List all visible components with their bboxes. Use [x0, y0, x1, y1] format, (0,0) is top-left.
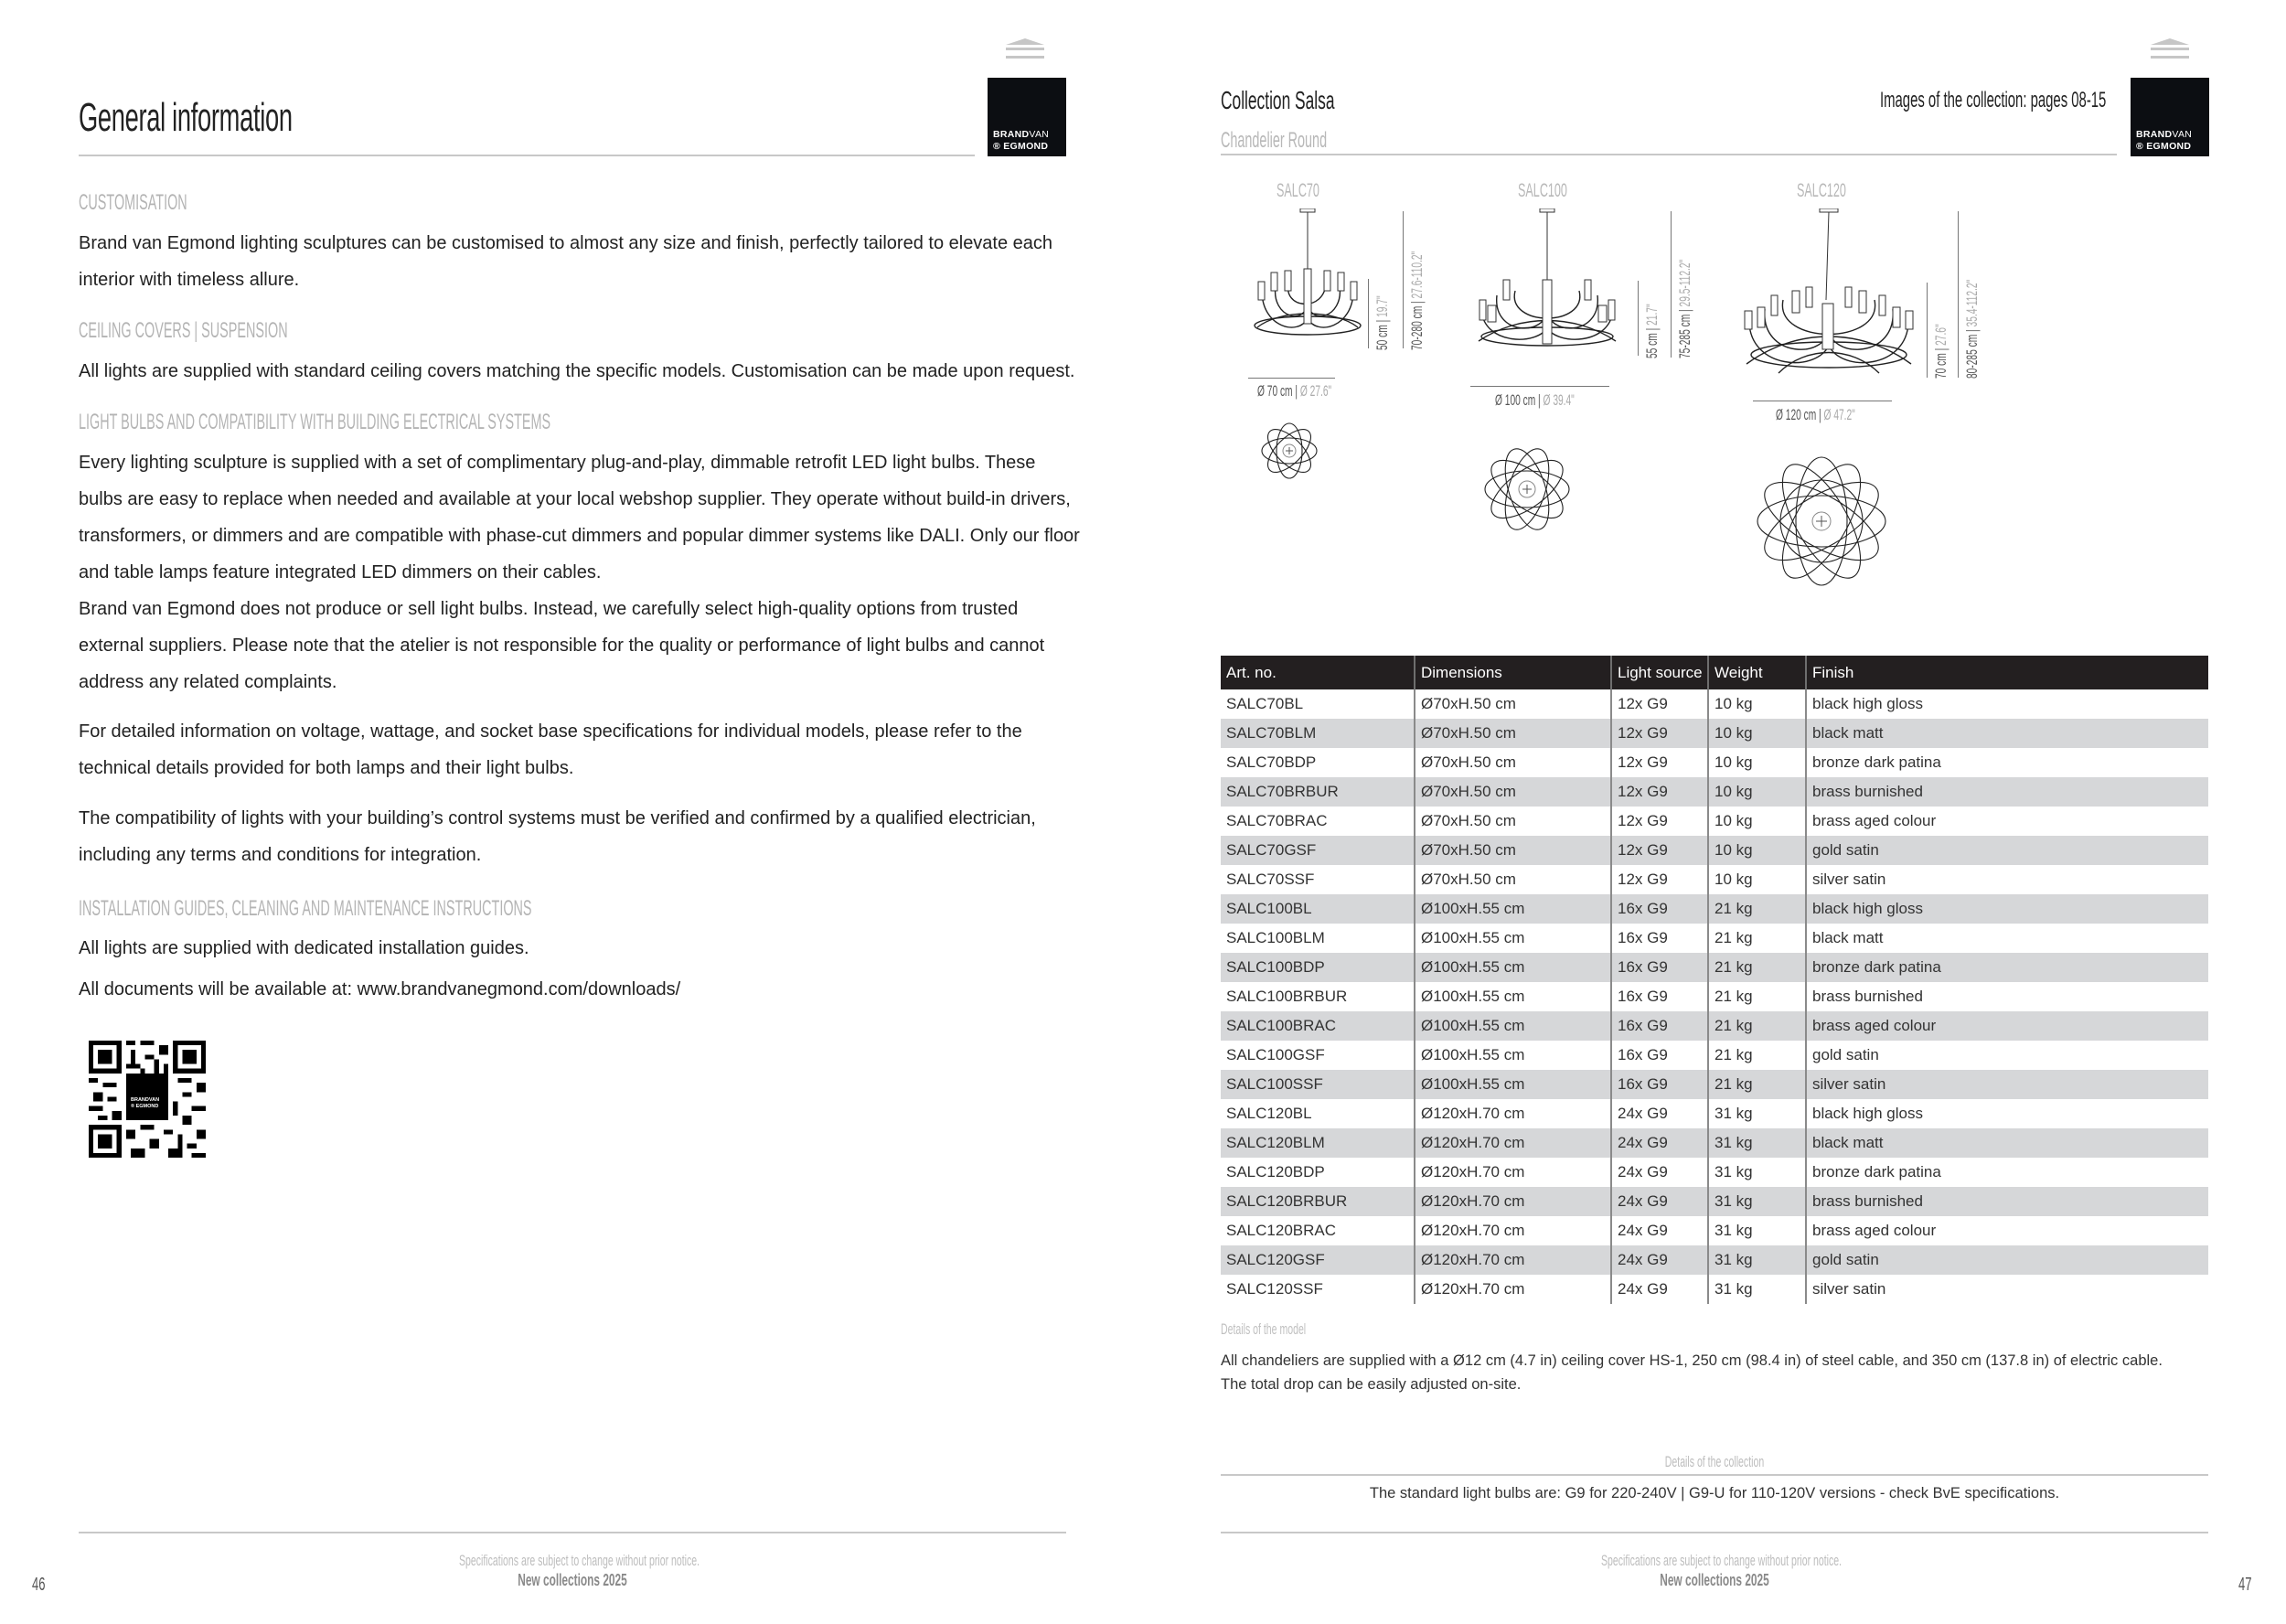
cell-dimensions: Ø100xH.55 cm [1415, 1070, 1611, 1099]
table-row [1221, 1158, 2208, 1187]
salc70-height-label: 50 cm | 19.7" [1373, 295, 1391, 350]
cell-weight: 21 kg [1708, 1070, 1806, 1099]
table-row [1221, 1187, 2208, 1216]
collection-subtitle: Chandelier Round [1221, 128, 1328, 153]
salc70-height-line [1368, 279, 1369, 348]
light-bulbs-text: Every lighting sculpture is supplied with a set of complimentary plug-and-play, dimmable retrofit LED light bulbs. These bulbs are easy to replace when needed and available at your local webshop supplier. They operate without build-in drivers, transformers, or dimmers and are compatible with phase-cut dimmers and popular dimmer systems like DALI. Only our floor and table lamps feature integrated LED dimmers on their cables. Brand van Egmond does not produce or sell light bulbs. Instead, we carefully select high-quality options from trusted external suppliers. Please note that the atelier is not responsible for the quality or performance of light bulbs and cannot address any related complaints. [79, 453, 1080, 692]
cell-finish: bronze dark patina [1812, 1163, 1941, 1181]
cell-light-source: 12x G9 [1611, 865, 1708, 894]
model-label-salc120: SALC120 [1797, 180, 1846, 201]
cell-light-source: 24x G9 [1611, 1245, 1708, 1275]
cell-weight: 10 kg [1708, 865, 1806, 894]
cell-light-source: 24x G9 [1611, 1275, 1708, 1304]
cell-light-source: 24x G9 [1611, 1216, 1708, 1245]
cell-dimensions: Ø70xH.50 cm [1415, 748, 1611, 777]
cell-finish: black matt [1806, 1128, 2208, 1158]
cell-light-source: 12x G9 [1611, 836, 1708, 865]
table-row [1221, 1128, 2208, 1158]
cell-dimensions: Ø70xH.50 cm [1415, 777, 1611, 807]
cell-dimensions: Ø70xH.50 cm [1415, 865, 1611, 894]
cell-finish: brass aged colour [1812, 812, 1937, 829]
footer-brand: New collections 2025 [1660, 1571, 1769, 1589]
cell-dimensions: Ø100xH.55 cm [1415, 953, 1611, 982]
col-weight: Weight [1708, 656, 1806, 689]
table-row [1221, 719, 2208, 748]
light-bulbs-specs-text: For detailed information on voltage, wattage, and socket base specifications for individual models, please refer to the technical details provided for both lamps and their light bulbs. [79, 721, 1022, 778]
cell-weight: 10 kg [1708, 807, 1806, 836]
qr-brand-logo: BRANDVAN ® EGMOND [131, 1097, 160, 1109]
brand-logo: BRANDVAN ® EGMOND [2131, 78, 2209, 156]
cell-art-no: SALC120BL [1221, 1099, 1415, 1128]
cell-dimensions: Ø120xH.70 cm [1415, 1128, 1611, 1158]
cell-light-source: 24x G9 [1611, 1099, 1708, 1128]
salc100-drop-line [1671, 211, 1672, 358]
cell-weight: 21 kg [1708, 982, 1806, 1011]
collection-details-divider [1221, 1474, 2208, 1476]
cell-dimensions: Ø70xH.50 cm [1415, 836, 1611, 865]
model-details-label: Details of the model [1221, 1320, 1307, 1338]
salc100-drop-label: 75-285 cm | 29.5-112.2" [1676, 259, 1693, 358]
cell-light-source: 16x G9 [1611, 894, 1708, 924]
salc70-diameter-line [1248, 378, 1335, 379]
col-finish: Finish [1806, 656, 2208, 689]
cell-art-no: SALC70BL [1221, 689, 1415, 719]
salc70-diameter-label: Ø 70 cm | Ø 27.6" [1257, 382, 1332, 400]
cell-light-source: 24x G9 [1611, 1158, 1708, 1187]
cell-art-no: SALC70BLM [1221, 719, 1415, 748]
table-row [1221, 777, 2208, 807]
salc100-diameter-label: Ø 100 cm | Ø 39.4" [1495, 391, 1575, 409]
cell-dimensions: Ø120xH.70 cm [1415, 1275, 1611, 1304]
cell-light-source: 16x G9 [1611, 924, 1708, 953]
salc120-drop-label: 80-285 cm | 35.4-112.2" [1963, 279, 1981, 379]
cell-weight: 10 kg [1708, 836, 1806, 865]
cell-finish: brass burnished [1806, 1187, 2208, 1216]
table-row [1221, 1011, 2208, 1041]
cell-finish: brass aged colour [1812, 1222, 1937, 1239]
cell-finish: bronze dark patina [1806, 953, 2208, 982]
cell-art-no: SALC120BRBUR [1221, 1187, 1415, 1216]
cell-weight: 21 kg [1708, 924, 1806, 953]
salc100-height-line [1638, 281, 1639, 356]
salc120-height-line [1927, 283, 1928, 378]
cell-dimensions: Ø100xH.55 cm [1415, 1041, 1611, 1070]
cell-dimensions: Ø120xH.70 cm [1415, 1245, 1611, 1275]
top-of-page-icon[interactable] [1006, 38, 1044, 60]
salc100-diameter-line [1470, 386, 1609, 387]
cell-finish: brass burnished [1806, 777, 2208, 807]
cell-art-no: SALC120BDP [1221, 1158, 1415, 1187]
salc70-drop-line [1403, 211, 1404, 348]
cell-finish: brass burnished [1812, 988, 1923, 1005]
table-row [1221, 1245, 2208, 1275]
cell-light-source: 16x G9 [1611, 982, 1708, 1011]
cell-finish: silver satin [1812, 871, 1886, 888]
table-row [1221, 748, 2208, 777]
collection-title: Collection Salsa [1221, 86, 1335, 114]
salc70-drop-label: 70-280 cm | 27.6-110.2" [1408, 251, 1426, 350]
cell-dimensions: Ø100xH.55 cm [1415, 982, 1611, 1011]
section-heading-light-bulbs: LIGHT BULBS AND COMPATIBILITY WITH BUILDING ELECTRICAL SYSTEMS [79, 410, 551, 434]
cell-finish: black high gloss [1812, 695, 1923, 712]
model-details-text: All chandeliers are supplied with a Ø12 cm (4.7 in) ceiling cover HS-1, 250 cm (98.4 in) of steel cable, and 350 cm (137.8 in) of electric cable. The total drop can be easily adjusted on-site. [1221, 1352, 2163, 1393]
brand-logo: BRANDVAN ® EGMOND [988, 78, 1066, 156]
table-row [1221, 807, 2208, 836]
table-row [1221, 894, 2208, 924]
table-row [1221, 865, 2208, 894]
cell-weight: 21 kg [1708, 953, 1806, 982]
cell-light-source: 24x G9 [1611, 1128, 1708, 1158]
salc100-height-label: 55 cm | 21.7" [1643, 304, 1661, 358]
downloads-link[interactable]: All documents will be available at: www.brandvanegmond.com/downloads/ [79, 979, 681, 999]
salc100-top-view-drawing [1476, 424, 1578, 554]
cell-art-no: SALC120BRAC [1221, 1216, 1415, 1245]
cell-finish: gold satin [1806, 836, 2208, 865]
table-row [1221, 953, 2208, 982]
salc120-drop-line [1958, 211, 1959, 378]
collection-details-text: The standard light bulbs are: G9 for 220-240V | G9-U for 110-120V versions - check BvE specifications. [1369, 1485, 2060, 1501]
model-label-salc100: SALC100 [1518, 180, 1567, 201]
top-of-page-icon[interactable] [2151, 38, 2189, 60]
footer-disclaimer: Specifications are subject to change without prior notice. [459, 1552, 700, 1569]
table-header-row [1221, 656, 2208, 689]
cell-weight: 10 kg [1708, 777, 1806, 807]
cell-dimensions: Ø70xH.50 cm [1415, 807, 1611, 836]
cell-weight: 10 kg [1708, 748, 1806, 777]
cell-weight: 21 kg [1708, 1041, 1806, 1070]
cell-art-no: SALC100GSF [1221, 1041, 1415, 1070]
salc70-top-view-drawing [1253, 414, 1326, 487]
cell-weight: 10 kg [1708, 689, 1806, 719]
cell-art-no: SALC100BL [1221, 894, 1415, 924]
title-divider [1221, 154, 2117, 155]
ceiling-covers-text: All lights are supplied with standard ceiling covers matching the specific models. Customisation can be made upon request. [79, 361, 1075, 381]
cell-dimensions: Ø70xH.50 cm [1415, 719, 1611, 748]
cell-dimensions: Ø120xH.70 cm [1415, 1216, 1611, 1245]
cell-art-no: SALC120SSF [1221, 1275, 1415, 1304]
qr-code[interactable] [89, 1041, 206, 1158]
cell-art-no: SALC70BDP [1221, 748, 1415, 777]
images-reference[interactable]: Images of the collection: pages 08-15 [1880, 88, 2107, 112]
section-heading-ceiling-covers: CEILING COVERS | SUSPENSION [79, 318, 288, 343]
col-light-source: Light source [1611, 656, 1708, 689]
cell-weight: 21 kg [1708, 894, 1806, 924]
cell-dimensions: Ø120xH.70 cm [1415, 1099, 1611, 1128]
cell-weight: 31 kg [1708, 1099, 1806, 1128]
compatibility-text: The compatibility of lights with your building’s control systems must be verified and confirmed by a qualified electrician, including any terms and conditions for integration. [79, 808, 1036, 865]
section-heading-customisation: CUSTOMISATION [79, 190, 187, 215]
table-row [1221, 689, 2208, 719]
cell-art-no: SALC120GSF [1221, 1245, 1415, 1275]
cell-light-source: 12x G9 [1611, 689, 1708, 719]
cell-art-no: SALC100SSF [1221, 1070, 1415, 1099]
cell-art-no: SALC70SSF [1221, 865, 1415, 894]
col-art-no: Art. no. [1221, 656, 1415, 689]
section-heading-installation: INSTALLATION GUIDES, CLEANING AND MAINTENANCE INSTRUCTIONS [79, 896, 532, 921]
salc100-side-view-drawing [1474, 208, 1620, 355]
table-row [1221, 1070, 2208, 1099]
table-row [1221, 924, 2208, 953]
cell-finish: silver satin [1812, 1280, 1886, 1298]
salc120-diameter-label: Ø 120 cm | Ø 47.2" [1776, 406, 1855, 423]
cell-light-source: 16x G9 [1611, 1041, 1708, 1070]
cell-finish: brass aged colour [1806, 1011, 2208, 1041]
cell-art-no: SALC120BLM [1221, 1128, 1415, 1158]
cell-art-no: SALC70BRAC [1221, 807, 1415, 836]
cell-art-no: SALC100BDP [1221, 953, 1415, 982]
page-number-right: 47 [2238, 1575, 2252, 1595]
title-divider [79, 155, 975, 156]
collection-details-label: Details of the collection [1664, 1453, 1765, 1470]
cell-light-source: 16x G9 [1611, 1070, 1708, 1099]
cell-finish: black high gloss [1806, 894, 2208, 924]
cell-light-source: 12x G9 [1611, 719, 1708, 748]
installation-text: All lights are supplied with dedicated installation guides. All documents will be available at: www.brandvanegmond.com/downloads/ [79, 928, 680, 1010]
cell-weight: 31 kg [1708, 1275, 1806, 1304]
table-row [1221, 1041, 2208, 1070]
cell-art-no: SALC100BRAC [1221, 1011, 1415, 1041]
cell-finish: gold satin [1806, 1245, 2208, 1275]
footer-disclaimer: Specifications are subject to change without prior notice. [1601, 1552, 1843, 1569]
footer-divider [79, 1532, 1066, 1533]
cell-finish: black high gloss [1812, 1105, 1923, 1122]
table-row [1221, 1099, 2208, 1128]
table-row [1221, 836, 2208, 865]
cell-dimensions: Ø100xH.55 cm [1415, 894, 1611, 924]
cell-art-no: SALC70BRBUR [1221, 777, 1415, 807]
cell-light-source: 12x G9 [1611, 777, 1708, 807]
cell-weight: 31 kg [1708, 1158, 1806, 1187]
cell-light-source: 16x G9 [1611, 953, 1708, 982]
page-title: General information [79, 95, 293, 140]
cell-finish: black matt [1812, 929, 1884, 946]
cell-dimensions: Ø100xH.55 cm [1415, 924, 1611, 953]
cell-light-source: 12x G9 [1611, 748, 1708, 777]
cell-art-no: SALC70GSF [1221, 836, 1415, 865]
cell-dimensions: Ø100xH.55 cm [1415, 1011, 1611, 1041]
table-row [1221, 1275, 2208, 1304]
footer-divider [1221, 1532, 2208, 1533]
cell-weight: 31 kg [1708, 1187, 1806, 1216]
cell-weight: 31 kg [1708, 1128, 1806, 1158]
salc120-top-view-drawing [1745, 439, 1898, 604]
cell-light-source: 16x G9 [1611, 1011, 1708, 1041]
cell-weight: 10 kg [1708, 719, 1806, 748]
salc120-side-view-drawing [1742, 208, 1916, 382]
cell-dimensions: Ø120xH.70 cm [1415, 1187, 1611, 1216]
customisation-text: Brand van Egmond lighting sculptures can be customised to almost any size and finish, perfectly tailored to elevate each interior with timeless allure. [79, 233, 1053, 290]
cell-dimensions: Ø70xH.50 cm [1415, 689, 1611, 719]
cell-dimensions: Ø120xH.70 cm [1415, 1158, 1611, 1187]
cell-finish: bronze dark patina [1812, 753, 1941, 771]
cell-weight: 31 kg [1708, 1216, 1806, 1245]
cell-finish: black matt [1806, 719, 2208, 748]
cell-light-source: 12x G9 [1611, 807, 1708, 836]
cell-finish: gold satin [1812, 1046, 1879, 1063]
footer-brand: New collections 2025 [518, 1571, 627, 1589]
salc70-side-view-drawing [1244, 208, 1372, 346]
col-dimensions: Dimensions [1415, 656, 1611, 689]
table-row [1221, 982, 2208, 1011]
page-number-left: 46 [32, 1575, 46, 1595]
cell-weight: 31 kg [1708, 1245, 1806, 1275]
cell-finish: silver satin [1806, 1070, 2208, 1099]
salc120-height-label: 70 cm | 27.6" [1932, 324, 1950, 379]
table-row [1221, 1216, 2208, 1245]
cell-art-no: SALC100BRBUR [1221, 982, 1415, 1011]
spec-table [1221, 656, 2208, 1304]
cell-light-source: 24x G9 [1611, 1187, 1708, 1216]
cell-art-no: SALC100BLM [1221, 924, 1415, 953]
cell-weight: 21 kg [1708, 1011, 1806, 1041]
model-label-salc70: SALC70 [1277, 180, 1319, 201]
